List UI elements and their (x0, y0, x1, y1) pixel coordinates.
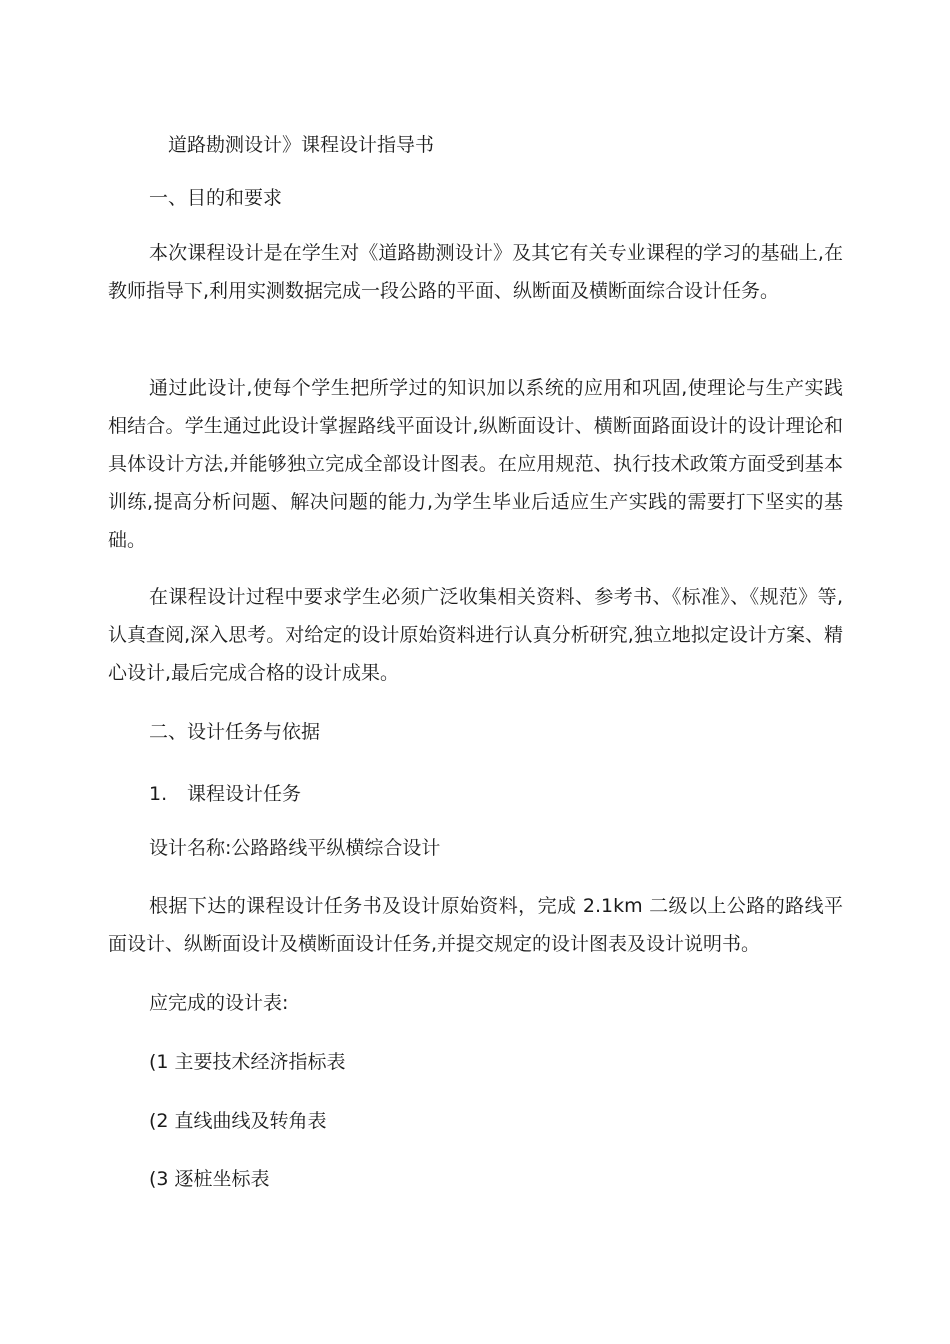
tables-intro: 应完成的设计表: (149, 992, 289, 1014)
subsection-number: 1. (149, 783, 168, 805)
paragraph-requirements: 在课程设计过程中要求学生必须广泛收集相关资料、参考书、《标准》、《规范》等,认真查阅,深入思考。对给定的设计原始资料进行认真分析研究,独立地拟定设计方案、精心设计,最后完成合格的设计成果。 (108, 586, 843, 684)
list-item: (2 直线曲线及转角表 (149, 1110, 327, 1132)
paragraph-goals: 通过此设计,使每个学生把所学过的知识加以系统的应用和巩固,使理论与生产实践相结合。学生通过此设计掌握路线平面设计,纵断面设计、横断面路面设计的设计理论和具体设计方法,并能够独立完成全部设计图表。在应用规范、执行技术政策方面受到基本训练,提高分析问题、解决问题的能力,为学生毕业后适应生产实践的需要打下坚实的基础。 (108, 377, 843, 551)
document-title: 道路勘测设计》课程设计指导书 (168, 134, 435, 156)
design-name: 设计名称:公路路线平纵横综合设计 (149, 837, 441, 859)
paragraph-task-description: 根据下达的课程设计任务书及设计原始资料，完成 2.1km 二级以上公路的路线平面设计、纵断面设计及横断面设计任务,并提交规定的设计图表及设计说明书。 (108, 895, 843, 955)
section-heading-tasks: 二、设计任务与依据 (149, 721, 321, 743)
paragraph-intro: 本次课程设计是在学生对《道路勘测设计》及其它有关专业课程的学习的基础上,在教师指导下,利用实测数据完成一段公路的平面、纵断面及横断面综合设计任务。 (108, 242, 843, 302)
list-item: (3 逐桩坐标表 (149, 1168, 270, 1190)
section-heading-purpose: 一、目的和要求 (149, 187, 283, 209)
subsection-title: 课程设计任务 (187, 783, 302, 805)
list-item: (1 主要技术经济指标表 (149, 1051, 346, 1073)
